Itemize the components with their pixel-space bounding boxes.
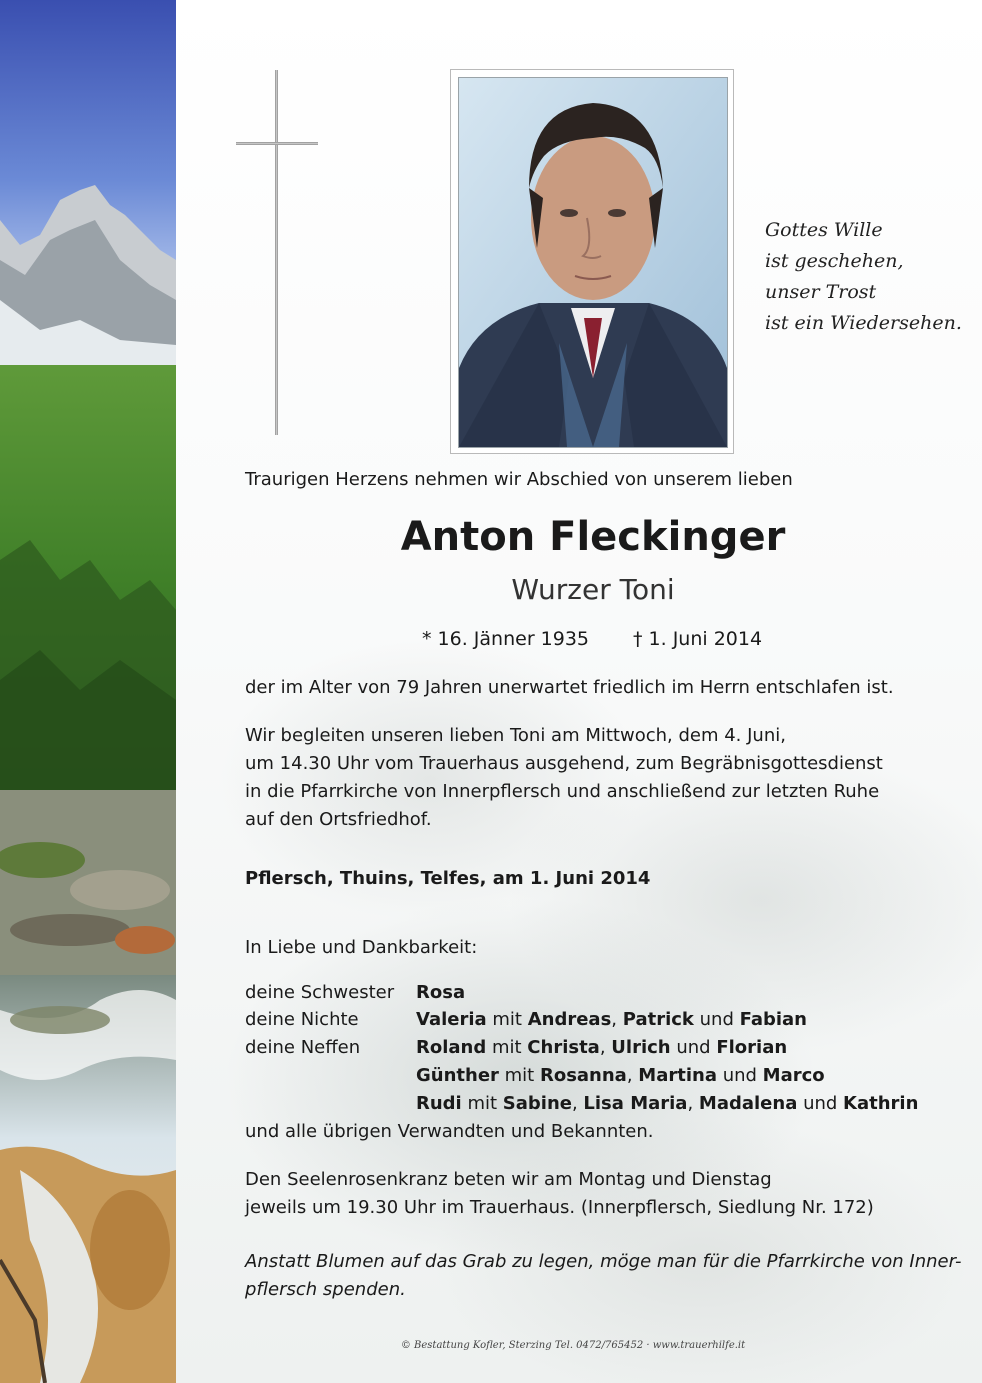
landscape-strip-image — [0, 0, 176, 1383]
funeral-line: in die Pfarrkirche von Innerpflersch und anschließend zur letzten Ruhe — [245, 781, 880, 802]
relation-nephews: deine Neffen — [245, 1037, 361, 1058]
thanks-heading: In Liebe und Dankbarkeit: — [245, 937, 478, 958]
rosary-line: jeweils um 19.30 Uhr im Trauerhaus. (Innerpflersch, Siedlung Nr. 172) — [245, 1197, 874, 1218]
quote-line: unser Trost — [765, 281, 877, 303]
nephew-line: Rudi mit Sabine, Lisa Maria, Madalena und Kathrin — [416, 1093, 919, 1114]
death-date: † 1. Juni 2014 — [633, 628, 763, 650]
footer-credits: © Bestattung Kofler, Sterzing Tel. 0472/765452 · www.trauerhilfe.it — [400, 1340, 746, 1351]
memorial-quote — [765, 215, 965, 339]
portrait-photo — [450, 69, 734, 454]
deceased-name: Anton Fleckinger — [400, 514, 786, 560]
quote-line: ist ein Wiedersehen. — [765, 312, 962, 334]
birth-date: * 16. Jänner 1935 — [422, 628, 590, 650]
funeral-line: Wir begleiten unseren lieben Toni am Mittwoch, dem 4. Juni, — [245, 725, 786, 746]
rosary-line: Den Seelenrosenkranz beten wir am Montag und Dienstag — [245, 1169, 772, 1190]
age-paragraph: der im Alter von 79 Jahren unerwartet friedlich im Herrn entschlafen ist. — [245, 677, 894, 698]
relatives-text: und alle übrigen Verwandten und Bekannten. — [245, 1121, 654, 1142]
cross-icon — [275, 70, 278, 435]
flowers-note — [245, 1248, 962, 1304]
quote-line: ist geschehen, — [765, 250, 904, 272]
flowers-line: Anstatt Blumen auf das Grab zu legen, möge man für die Pfarrkirche von Inner- — [245, 1251, 962, 1272]
flowers-line: pflersch spenden. — [245, 1279, 406, 1300]
niece-line: Valeria mit Andreas, Patrick und Fabian — [416, 1009, 807, 1030]
rosary-paragraph — [245, 1166, 874, 1222]
funeral-line: auf den Ortsfriedhof. — [245, 809, 432, 830]
nephew-line: Roland mit Christa, Ulrich und Florian — [416, 1037, 788, 1058]
relation-niece: deine Nichte — [245, 1009, 359, 1030]
cross-icon-bar — [236, 142, 318, 145]
place-date: Pflersch, Thuins, Telfes, am 1. Juni 2014 — [245, 868, 651, 889]
nephew-line: Günther mit Rosanna, Martina und Marco — [416, 1065, 825, 1086]
funeral-paragraph — [245, 722, 883, 834]
relation-sister: deine Schwester — [245, 982, 395, 1003]
sister-name: Rosa — [416, 982, 466, 1003]
deceased-nickname: Wurzer Toni — [511, 573, 675, 606]
intro-text: Traurigen Herzens nehmen wir Abschied von unserem lieben — [245, 469, 793, 490]
quote-line: Gottes Wille — [765, 219, 883, 241]
funeral-line: um 14.30 Uhr vom Trauerhaus ausgehend, zum Begräbnisgottesdienst — [245, 753, 883, 774]
